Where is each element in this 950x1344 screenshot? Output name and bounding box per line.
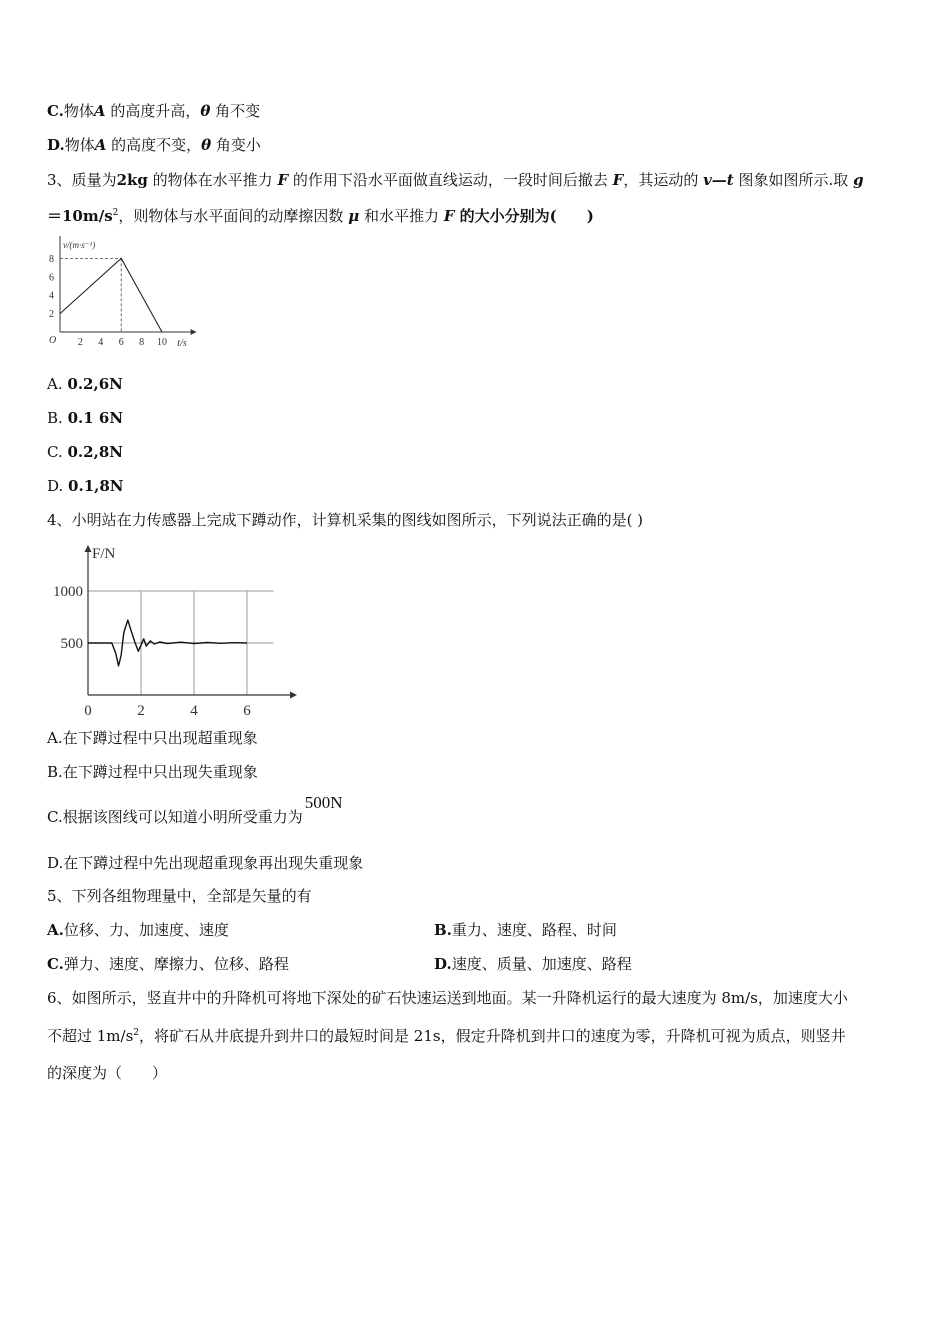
q6-stem-line1: 6、如图所示，竖直井中的升降机可将地下深处的矿石快速运送到地面。某一升降机运行的最大速度为 8m/s，加速度大小 [47, 989, 848, 1007]
x-tick-label: 2 [137, 703, 145, 719]
y-tick-label: 4 [49, 290, 54, 302]
q3-option-d: D. 0.1,8N [47, 477, 124, 495]
y-axis-label: v/(m·s⁻¹) [63, 240, 96, 250]
q3-stem-line1: 3、质量为2kg 的物体在水平推力 F 的作用下沿水平面做直线运动，一段时间后撤去 F，其运动的 v—t 图象如图所示.取 g [47, 171, 864, 189]
vt-series-line [60, 258, 162, 332]
x-tick-label: 8 [139, 337, 145, 348]
q6-stem-line3: 的深度为（ ） [47, 1064, 168, 1082]
q4-stem: 4、小明站在力传感器上完成下蹲动作，计算机采集的图线如图所示，下列说法正确的是( ) [47, 511, 644, 529]
q3-option-a: A. 0.2,6N [47, 375, 123, 393]
y-tick-label: 8 [49, 253, 54, 265]
q3-option-c: C. 0.2,8N [47, 443, 123, 461]
vt-chart [40, 236, 205, 354]
prev-option-d: D.物体A 的高度不变，θ 角变小 [47, 136, 261, 154]
x-axis-arrow [290, 692, 297, 699]
q4-option-c: C.根据该图线可以知道小明所受重力为500N [47, 793, 343, 826]
q3-stem-line2: $=10m/s^2$，则物体与水平面间的动摩擦因数 μ 和水平推力 F 的大小分别为( ) [47, 207, 594, 225]
force-series-line [88, 620, 247, 666]
x-tick-label: 10 [157, 337, 167, 348]
q5-option-d: D.速度、质量、加速度、路程 [434, 955, 632, 973]
q4-option-b: B.在下蹲过程中只出现失重现象 [47, 763, 258, 781]
x-tick-label: 4 [190, 703, 198, 719]
q5-option-c: C.弹力、速度、摩擦力、位移、路程 [47, 955, 289, 973]
q4-option-d: D.在下蹲过程中先出现超重现象再出现失重现象 [47, 854, 364, 872]
y-tick-label: 2 [49, 309, 54, 321]
x-axis-arrow [191, 329, 197, 335]
q5-option-b: B.重力、速度、路程、时间 [434, 921, 617, 939]
force-chart [40, 540, 305, 720]
q5-option-a: A.位移、力、加速度、速度 [47, 921, 229, 939]
y-axis-label: F/N [92, 546, 116, 562]
y-tick-label: 6 [49, 272, 54, 284]
q5-stem: 5、下列各组物理量中，全部是矢量的有 [47, 887, 312, 905]
formula-500n: 500N [304, 793, 343, 812]
x-axis-label: t/s [177, 338, 187, 349]
x-tick-label: 2 [77, 337, 83, 348]
y-tick-label: 1000 [53, 584, 83, 600]
q6-stem-line2: 不超过 $1m/s^2$，将矿石从井底提升到井口的最短时间是 21s，假定升降机到井口的速度为零，升降机可视为质点，则竖井 [47, 1027, 846, 1045]
origin-label: O [49, 335, 57, 346]
x-tick-label: 6 [243, 703, 251, 719]
y-tick-label: 500 [60, 636, 83, 652]
q4-option-a: A.在下蹲过程中只出现超重现象 [47, 729, 258, 747]
prev-option-c: C.物体A 的高度升高，θ 角不变 [47, 102, 261, 120]
x-tick-label: 6 [118, 337, 124, 348]
q3-option-b: B. 0.1 6N [47, 409, 124, 427]
x-tick-label: 0 [84, 703, 92, 719]
x-tick-label: 4 [98, 337, 104, 348]
y-axis-arrow [85, 545, 92, 552]
